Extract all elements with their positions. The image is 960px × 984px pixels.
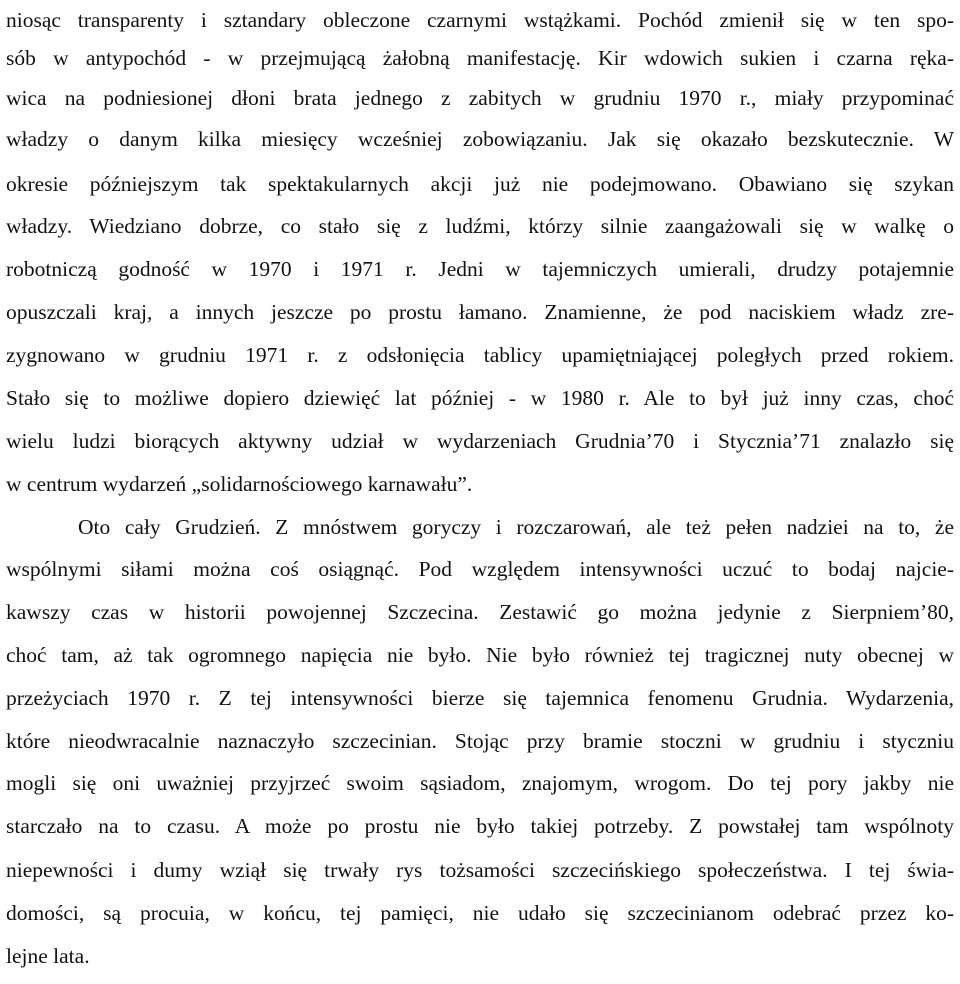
text-line: które nieodwracalnie naznaczyło szczecinian. Stojąc przy bramie stoczni w grudniu i styczniu (6, 729, 954, 753)
text-line: choć tam, aż tak ogromnego napięcia nie było. Nie było również tej tragicznej nuty obecnej w (6, 643, 954, 667)
text-line: mogli się oni uważniej przyjrzeć swoim sąsiadom, znajomym, wrogom. Do tej pory jakby nie (6, 771, 954, 795)
text-line: władzy. Wiedziano dobrze, co stało się z ludźmi, którzy silnie zaangażowali się w walkę o (6, 214, 954, 238)
text-line: okresie późniejszym tak spektakularnych akcji już nie podejmowano. Obawiano się szykan (6, 172, 954, 196)
text-line: zygnowano w grudniu 1971 r. z odsłonięcia tablicy upamiętniającej poległych przed rokiem. (6, 343, 954, 367)
text-line: sób w antypochód - w przejmującą żałobną manifestację. Kir wdowich sukien i czarna ręka- (6, 46, 954, 70)
text-line: wielu ludzi biorących aktywny udział w wydarzeniach Grudnia’70 i Stycznia’71 znalazło się (6, 429, 954, 453)
text-line: niosąc transparenty i sztandary obleczone czarnymi wstążkami. Pochód zmienił się w ten spo- (6, 8, 954, 32)
text-line: przeżyciach 1970 r. Z tej intensywności bierze się tajemnica fenomenu Grudnia. Wydarzenia, (6, 686, 954, 710)
text-line: domości, są procuia, w końcu, tej pamięci, nie udało się szczecinianom odebrać przez ko- (6, 901, 954, 925)
text-line: lejne lata. (6, 944, 90, 968)
text-line: wspólnymi siłami można coś osiągnąć. Pod względem intensywności uczuć to bodaj najcie- (6, 557, 954, 581)
text-line: Oto cały Grudzień. Z mnóstwem goryczy i rozczarowań, ale też pełen nadziei na to, że (78, 515, 954, 539)
text-line: starczało na to czasu. A może po prostu nie było takiej potrzeby. Z powstałej tam wspólnoty (6, 814, 954, 838)
text-line: władzy o danym kilka miesięcy wcześniej zobowiązaniu. Jak się okazało bezskutecznie. W (6, 127, 954, 151)
text-line: niepewności i dumy wziął się trwały rys tożsamości szczecińskiego społeczeństwa. I tej świa- (6, 858, 954, 882)
text-line: Stało się to możliwe dopiero dziewięć lat później - w 1980 r. Ale to był już inny czas, choć (6, 386, 954, 410)
text-line: w centrum wydarzeń „solidarnościowego karnawału”. (6, 472, 473, 496)
text-line: robotniczą godność w 1970 i 1971 r. Jedni w tajemniczych umierali, drudzy potajemnie (6, 257, 954, 281)
text-line: wica na podniesionej dłoni brata jednego z zabitych w grudniu 1970 r., miały przypominać (6, 86, 954, 110)
text-line: kawszy czas w historii powojennej Szczecina. Zestawić go można jedynie z Sierpniem’80, (6, 600, 954, 624)
text-line: opuszczali kraj, a innych jeszcze po prostu łamano. Znamienne, że pod naciskiem władz zre- (6, 300, 954, 324)
